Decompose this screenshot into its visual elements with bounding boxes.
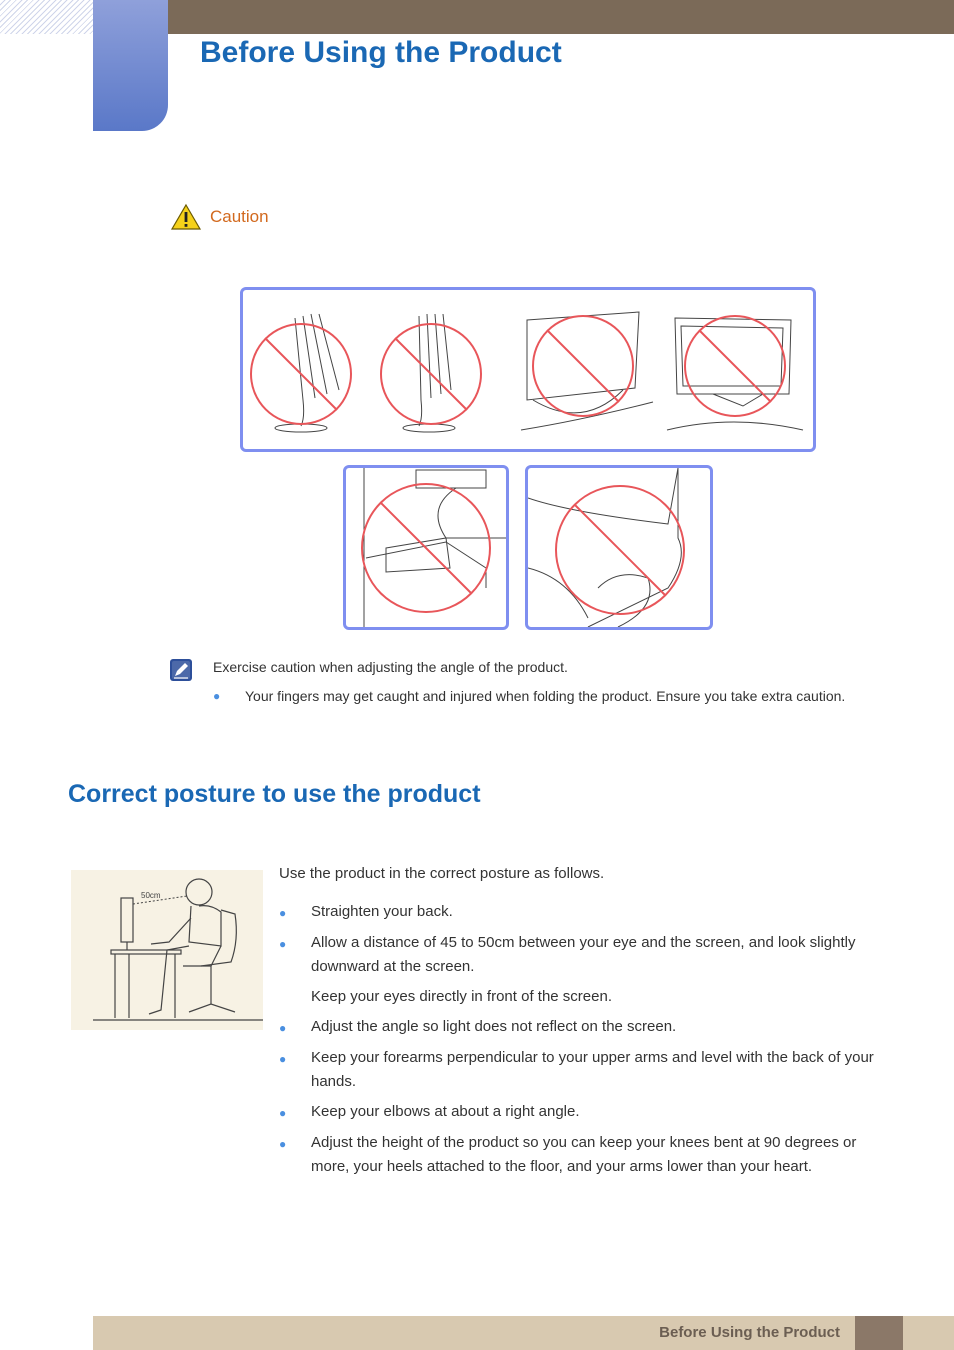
bullet-icon: ● bbox=[279, 937, 287, 951]
angle-warning-illustration-bottom-right bbox=[525, 465, 713, 630]
angle-warning-illustration-bottom-left bbox=[343, 465, 509, 630]
posture-illustration bbox=[71, 870, 263, 1030]
chapter-title: Before Using the Product bbox=[200, 36, 562, 69]
list-item-subtext: Keep your eyes directly in front of the screen. bbox=[311, 988, 612, 1005]
bullet-icon: ● bbox=[279, 1021, 287, 1035]
list-item-text: Adjust the height of the product so you can keep your knees bent at 90 degrees or more, your heels attached to the floor, and your arms lower than your heart. bbox=[311, 1134, 857, 1175]
warning-triangle-icon bbox=[170, 203, 202, 231]
caution-heading bbox=[170, 203, 269, 231]
list-item-text: Adjust the angle so light does not reflect on the screen. bbox=[311, 1018, 677, 1035]
list-item-text: Keep your elbows at about a right angle. bbox=[311, 1103, 580, 1120]
list-item-text: Straighten your back. bbox=[311, 903, 453, 920]
caution-label: Caution bbox=[210, 207, 269, 226]
footer-bar bbox=[93, 1316, 954, 1350]
note-bullet-item bbox=[213, 688, 845, 704]
bullet-icon: ● bbox=[279, 906, 287, 920]
list-item bbox=[279, 1131, 889, 1179]
posture-intro: Use the product in the correct posture as follows. bbox=[279, 865, 605, 882]
note-bullet-text: Your fingers may get caught and injured when folding the product. Ensure you take extra caution. bbox=[245, 688, 846, 704]
note-text: Exercise caution when adjusting the angle of the product. bbox=[213, 659, 568, 675]
header-bar bbox=[168, 0, 954, 34]
section-title-posture: Correct posture to use the product bbox=[68, 780, 481, 808]
posture-list bbox=[279, 900, 889, 1185]
distance-label: 50cm bbox=[141, 891, 161, 900]
bullet-icon: ● bbox=[213, 689, 221, 703]
list-item-text: Keep your forearms perpendicular to your upper arms and level with the back of your hands. bbox=[311, 1049, 874, 1090]
list-item bbox=[279, 900, 889, 925]
page-number-box bbox=[855, 1316, 903, 1350]
angle-warning-illustration-top bbox=[240, 287, 816, 452]
note-pencil-icon bbox=[169, 658, 193, 682]
hinge-drawing-left bbox=[346, 468, 506, 627]
list-item bbox=[279, 1015, 889, 1040]
list-item bbox=[279, 1046, 889, 1094]
chapter-tab bbox=[93, 0, 168, 131]
list-item bbox=[279, 931, 889, 1009]
posture-drawing bbox=[71, 870, 263, 1030]
bullet-icon: ● bbox=[279, 1052, 287, 1066]
angle-warning-drawing bbox=[243, 290, 813, 449]
bullet-icon: ● bbox=[279, 1137, 287, 1151]
hinge-drawing-right bbox=[528, 468, 710, 627]
header-stripes bbox=[0, 0, 93, 34]
list-item bbox=[279, 1100, 889, 1125]
footer-text: Before Using the Product bbox=[659, 1324, 840, 1341]
list-item-text: Allow a distance of 45 to 50cm between your eye and the screen, and look slightly downward at the screen. bbox=[311, 934, 856, 975]
bullet-icon: ● bbox=[279, 1106, 287, 1120]
